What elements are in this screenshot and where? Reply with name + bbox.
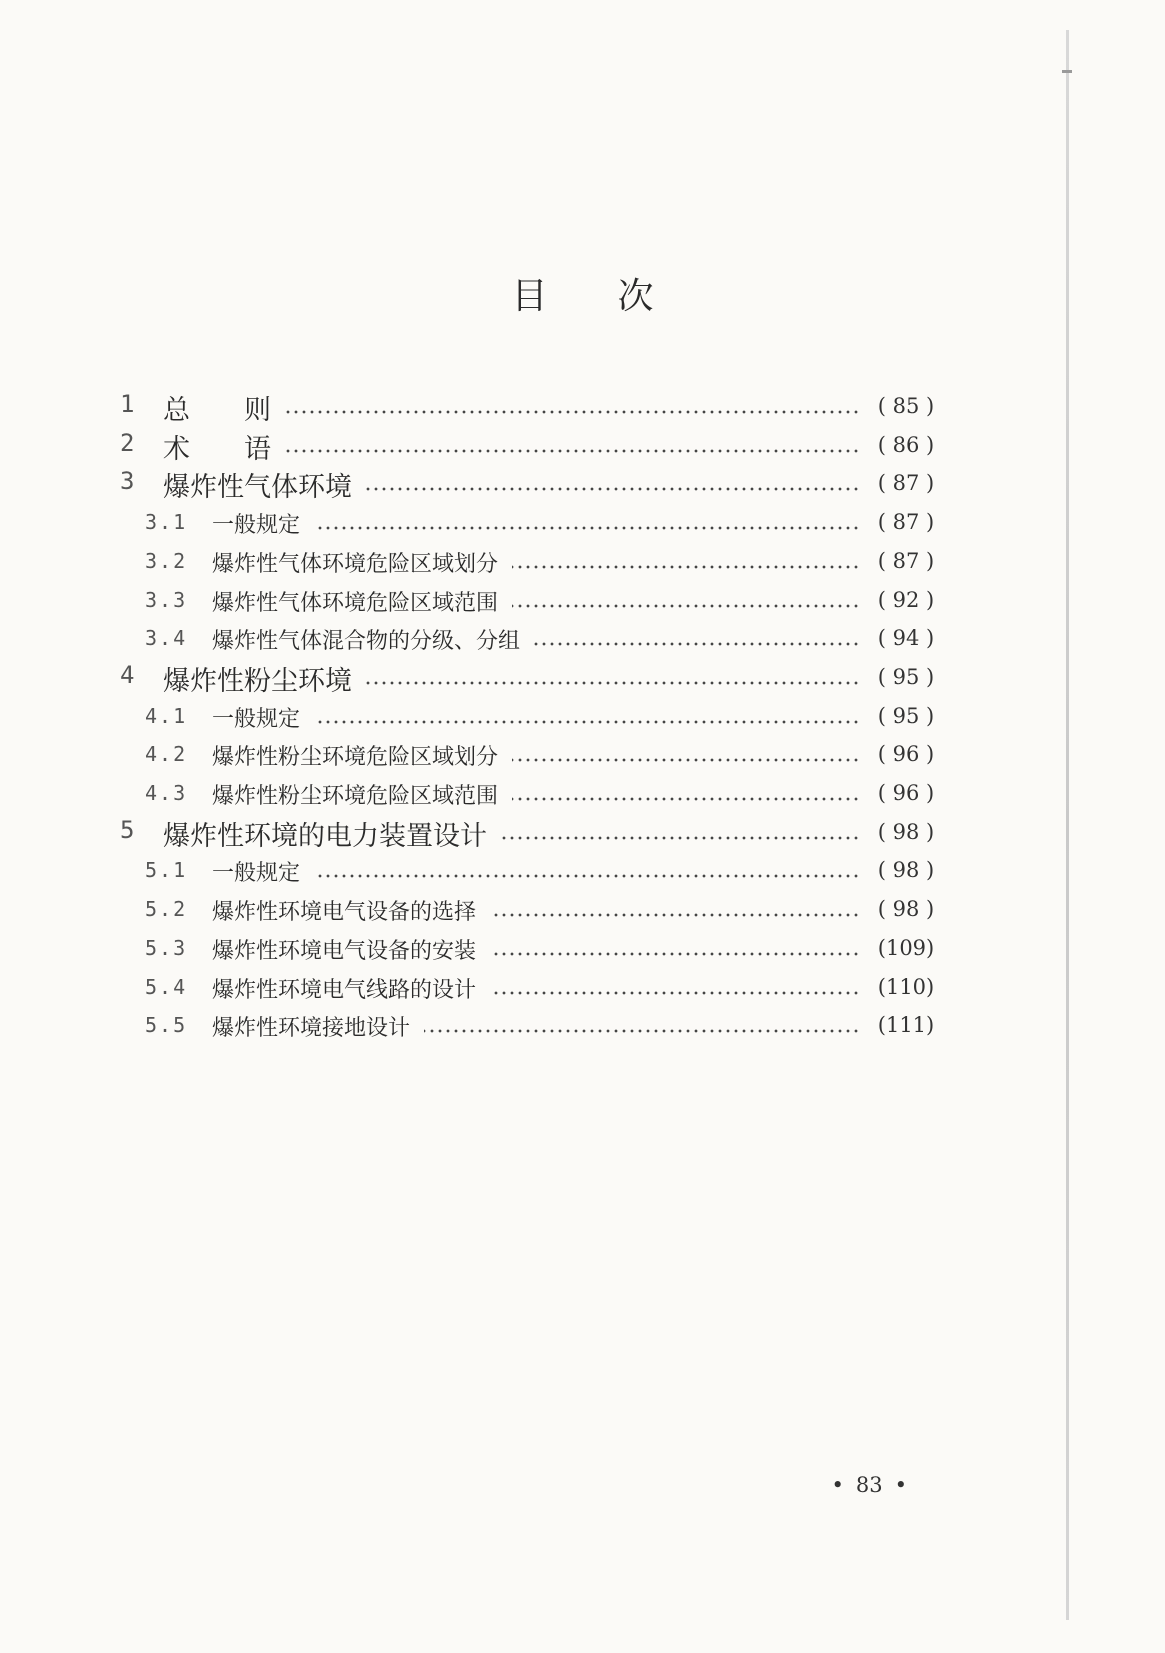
toc-entry-page: ( 98 ) [877,819,935,844]
toc-entry-label: 爆炸性环境电气设备的选择 [212,900,477,926]
toc-leader-dots [366,681,860,685]
footer-bullet-right: • [894,1473,907,1497]
toc-entry-label: 一般规定 [212,513,301,539]
toc-leader-dots [285,449,860,453]
toc-entry-page: ( 96 ) [877,781,935,805]
page-footer [0,1473,1165,1497]
toc-entry-number: 4.1 [145,703,188,728]
toc-entry[interactable] [0,852,1165,892]
toc-entry[interactable] [0,1007,1165,1047]
toc-entry-page: ( 87 ) [877,548,935,573]
toc-entry-number: 1 [120,390,135,418]
toc-entry-label: 术 语 [163,433,271,465]
toc-leader-dots [314,720,860,724]
toc-entry-page: ( 96 ) [877,742,935,767]
toc-entry[interactable] [0,969,1165,1009]
toc-leader-dots [501,836,860,840]
toc-entry-page: ( 94 ) [877,626,935,651]
toc-entry-number: 5.1 [145,858,188,883]
toc-entry-number: 3.2 [145,548,188,573]
toc-entry[interactable] [0,891,1165,931]
toc-entry-label: 爆炸性环境电气线路的设计 [212,977,477,1003]
toc-leader-dots [424,1029,860,1033]
title-char-1: 目 [511,276,548,317]
toc-entry-number: 5.2 [145,897,188,922]
toc-entry-label: 一般规定 [212,706,301,732]
toc-entry-number: 3.4 [145,626,188,651]
toc-entry-page: ( 92 ) [877,587,935,612]
toc-entry-number: 4.3 [145,781,188,805]
toc-entry[interactable] [0,775,1165,815]
footer-page-number: 83 [855,1473,883,1497]
toc-leader-dots [534,642,860,646]
toc-entry-page: ( 95 ) [877,703,935,728]
toc-entry-number: 5.5 [145,1013,188,1038]
toc-leader-dots [512,565,860,569]
toc-entry-number: 5 [120,815,135,844]
toc-entry-page: ( 86 ) [877,432,935,457]
toc-entry[interactable] [0,814,1165,854]
toc-entry-label: 爆炸性环境的电力装置设计 [163,820,487,852]
toc-entry[interactable] [0,930,1165,970]
toc-entry-label: 总 则 [163,395,271,426]
toc-leader-dots [314,874,860,878]
toc-entry-label: 爆炸性粉尘环境危险区域划分 [212,745,499,771]
toc-leader-dots [314,526,860,530]
toc-entry-label: 爆炸性环境电气设备的安装 [212,938,477,964]
toc-entry-label: 爆炸性气体混合物的分级、分组 [212,629,521,655]
page-title [0,268,1165,319]
toc-leader-dots [490,913,860,917]
toc-entry[interactable] [0,736,1165,776]
toc-entry-number: 5.4 [145,974,188,999]
toc-entry[interactable] [0,659,1165,699]
toc-entry-number: 3 [120,467,135,496]
toc-entry-label: 爆炸性粉尘环境 [163,665,352,697]
toc-entry[interactable] [0,543,1165,583]
toc-leader-dots [512,604,860,608]
toc-entry-page: (110) [877,974,935,999]
toc-entry[interactable] [0,504,1165,544]
toc-entry-page: ( 98 ) [877,897,935,922]
toc-entry-label: 爆炸性气体环境危险区域划分 [212,551,499,577]
toc-entry-label: 爆炸性气体环境 [163,472,352,504]
toc-entry-page: (111) [877,1013,935,1038]
toc-entry-number: 3.3 [145,587,188,612]
toc-entry[interactable] [0,388,1165,428]
toc-entry-page: ( 98 ) [877,858,935,883]
toc-leader-dots [490,991,860,995]
toc-leader-dots [512,758,860,762]
toc-entry[interactable] [0,698,1165,738]
toc-entry-number: 2 [120,428,135,457]
footer-bullet-left: • [831,1473,844,1497]
toc-entry-label: 爆炸性环境接地设计 [212,1016,411,1042]
toc-leader-dots [366,487,860,491]
toc-leader-dots [512,797,860,801]
toc-entry-number: 3.1 [145,510,188,535]
page-edge-mark [1062,70,1072,73]
toc-entry-page: (109) [877,935,935,960]
toc-entry-page: ( 87 ) [877,471,935,496]
toc-leader-dots [490,952,860,956]
toc-entry-number: 4.2 [145,742,188,767]
toc-entry-label: 一般规定 [212,861,301,887]
toc-entry-number: 5.3 [145,935,188,960]
toc-entry[interactable] [0,465,1165,505]
title-char-2: 次 [617,276,654,317]
toc-entry[interactable] [0,620,1165,660]
toc-entry-page: ( 95 ) [877,664,935,689]
toc-entry-page: ( 87 ) [877,510,935,535]
toc-entry[interactable] [0,582,1165,622]
toc-entry-number: 4 [120,660,135,689]
toc-leader-dots [285,410,860,414]
toc-entry-page: ( 85 ) [877,394,935,418]
toc-entry[interactable] [0,427,1165,467]
toc-entry-label: 爆炸性粉尘环境危险区域范围 [212,784,499,809]
toc-entry-label: 爆炸性气体环境危险区域范围 [212,590,499,616]
